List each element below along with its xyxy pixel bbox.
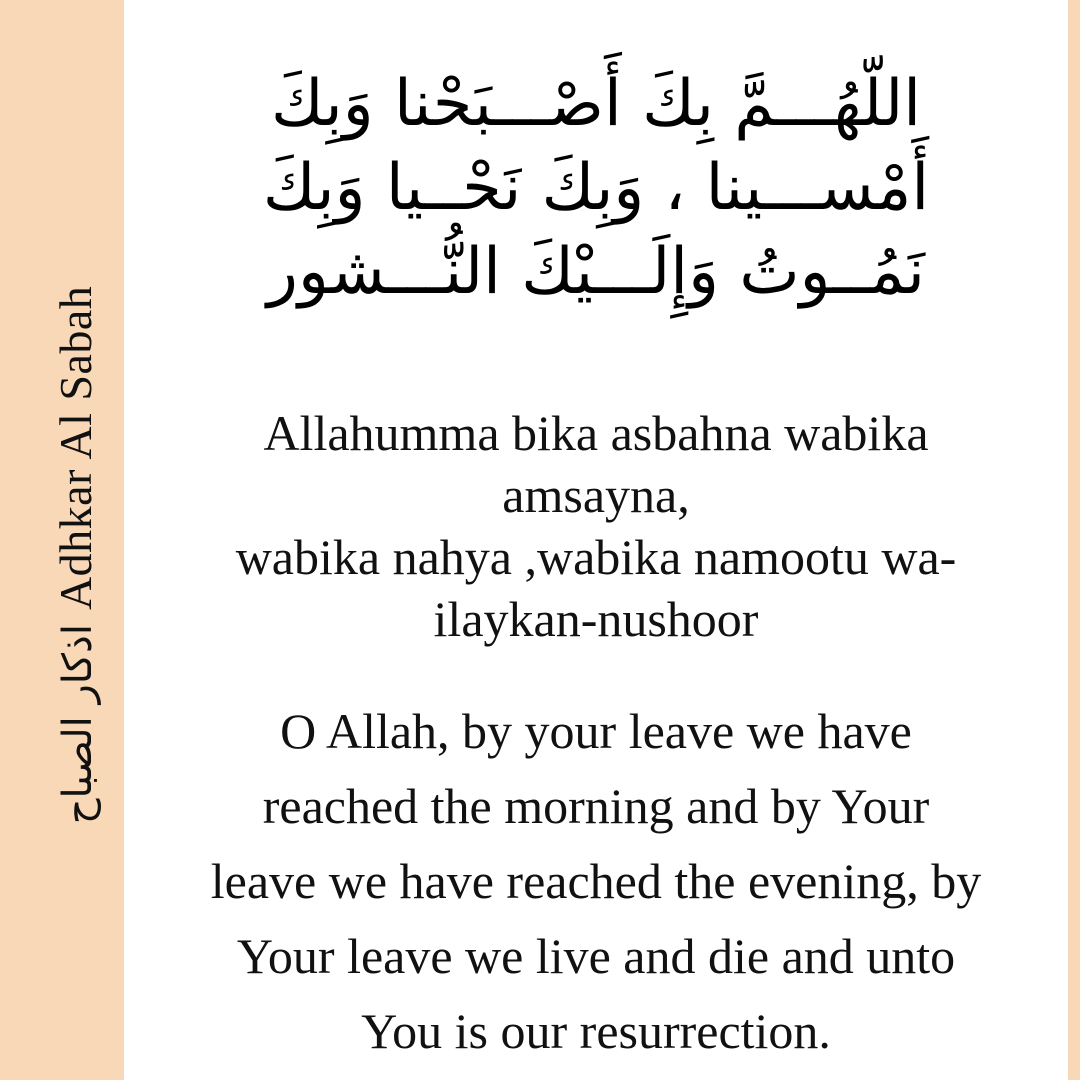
arabic-line: أَمْســـينا ، وَبِكَ نَحْــيا وَبِكَ bbox=[262, 151, 930, 225]
side-title-arabic: اذكار الصباح bbox=[55, 624, 101, 825]
arabic-dua bbox=[124, 62, 1068, 314]
side-title bbox=[50, 285, 101, 825]
translation-line: You is our resurrection. bbox=[361, 1003, 831, 1059]
transliteration bbox=[124, 402, 1068, 650]
transliteration-line: Allahumma bika asbahna wabika bbox=[263, 405, 929, 461]
translation-line: O Allah, by your leave we have bbox=[280, 703, 912, 759]
translation-line: leave we have reached the evening, by bbox=[210, 853, 982, 909]
translation-line: Your leave we live and die and unto bbox=[236, 928, 956, 984]
translation-line: reached the morning and by Your bbox=[262, 778, 930, 834]
arabic-line: نَمُــوتُ وَإِلَـــيْكَ النُّـــشور bbox=[267, 235, 925, 309]
transliteration-line: ilaykan-nushoor bbox=[433, 591, 759, 647]
transliteration-line: wabika nahya ,wabika namootu wa- bbox=[235, 529, 957, 585]
right-color-band bbox=[1068, 0, 1080, 1080]
english-translation bbox=[124, 694, 1068, 1069]
side-title-latin: Adhkar Al Sabah bbox=[50, 285, 101, 611]
arabic-line: اللّهُـــمَّ بِكَ أَصْـــبَحْنا وَبِكَ bbox=[270, 67, 922, 141]
transliteration-line: amsayna, bbox=[502, 467, 690, 523]
